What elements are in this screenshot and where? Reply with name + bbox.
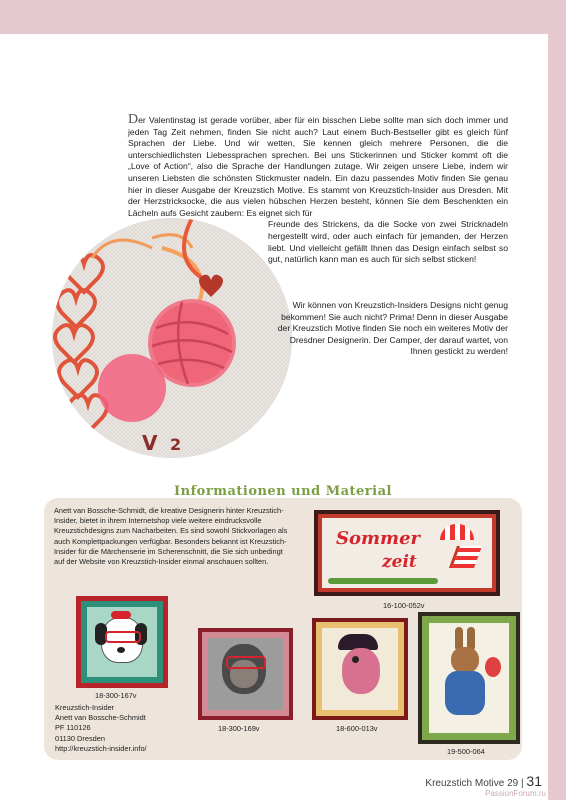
bird-eye-icon	[352, 656, 359, 663]
intro-text-block	[128, 114, 508, 266]
product-code-18-600-013v: 18-600-013v	[336, 724, 378, 733]
rabbit-head-icon	[451, 647, 479, 673]
magazine-name: Kreuzstich Motive 29	[425, 778, 519, 789]
deckchair-icon	[449, 546, 482, 568]
product-image-dalmatian	[76, 596, 168, 688]
second-paragraph-text: Wir können von Kreuzstich-Insiders Designs nicht genug bekommen! Sie auch nicht? Prima! Denn in dieser Ausgabe der Kreuzstich Motive finden Sie noch ein weiteres Motiv der Dresdner Designerin. Der Camper, der darauf wartet, von Ihnen gestickt zu werden!	[277, 300, 508, 357]
product-image-monkey	[198, 628, 293, 720]
bird-body-icon	[342, 648, 380, 694]
right-color-band	[548, 0, 566, 800]
svg-text:2: 2	[170, 435, 182, 454]
product-image-bird	[312, 618, 408, 720]
flower-vine-icon	[328, 578, 438, 584]
info-text	[54, 506, 292, 567]
svg-text:V: V	[142, 431, 158, 455]
footer-separator: |	[521, 778, 524, 789]
contact-block	[55, 703, 147, 754]
contact-po-box: PF 110126	[55, 723, 91, 733]
product-code-19-500-064: 19-500-064	[447, 747, 485, 756]
contact-company: Kreuzstich-Insider	[55, 703, 115, 712]
second-paragraph	[270, 300, 508, 358]
zeit-art-text: zeit	[382, 552, 417, 572]
glasses-icon	[105, 631, 141, 643]
umbrella-icon	[440, 524, 474, 540]
section-title: Informationen und Material	[174, 484, 392, 499]
page-number: 31	[526, 773, 542, 789]
bow-icon	[111, 611, 131, 619]
sommer-art-text: Sommer	[336, 528, 421, 549]
drop-cap: D	[128, 112, 139, 127]
info-paragraph: Anett van Bossche-Schmidt, die kreative Designerin hinter Kreuzstich-Insider, bietet in ihrem Internetshop viele weitere eindrucksvolle Kreuzstichdesigns zum Nacharbeiten. Es sind sowohl Stickvorlagen als auch Komplettpackungen verfügbar. Besonders bekannt ist Kreuzstich-Insider für die Märchenserie im Scherenschnitt, die Sie sich unbedingt auf der Website von Kreuzstich-Insider einmal anschauen sollten.	[54, 506, 288, 567]
intro-text-a: er Valentinstag ist gerade vorüber, aber für ein bisschen Liebe sollte man sich doch immer und jeden Tag Zeit nehmen, finden Sie nicht auch? Laut einem Buch-Bestseller gibt es gleich fünf Sprachen der Liebe. Und wir wetten, Sie kennen gleich mehrere Personen, die die unterschiedlichsten Liebessprachen sprechen. Bei uns Stickerinnen und Sticker kommt oft die „Love of Action“, also die Sprache der Handlungen zutage. Wir zeigen unsere Liebe, indem wir unseren Liebsten die schönsten Stickmuster nadeln. Ein dazu passendes Motiv finden Sie genau hier in dieser Ausgabe der Kreuzstich Motive. Es stammt von Kreuzstich-Insider aus Dresden. Mit der Herzstricksocke, die aus vielen hübschen Herzen besteht, können Sie dem Beschenkten ein Lächeln aufs Gesicht zaubern: Es eignet sich für	[128, 115, 508, 218]
product-image-sommerzeit	[314, 510, 500, 596]
egg-icon	[485, 657, 501, 677]
product-code-16-100-052v: 16-100-052v	[383, 601, 425, 610]
contact-name: Anett van Bossche-Schmidt	[55, 713, 146, 723]
intro-paragraph	[128, 114, 508, 219]
glasses-icon	[226, 656, 266, 669]
product-code-18-300-167v: 18-300-167v	[95, 691, 137, 700]
product-code-18-300-169v: 18-300-169v	[218, 724, 260, 733]
contact-website-link[interactable]: http://kreuzstich-insider.info/	[55, 743, 147, 753]
page-footer	[425, 773, 542, 789]
contact-city: 01130 Dresden	[55, 733, 105, 743]
dog-nose-icon	[117, 647, 125, 653]
top-color-band	[0, 0, 566, 34]
product-image-rabbit	[418, 612, 520, 744]
watermark: PassionForum.ru	[485, 789, 546, 798]
intro-text-b: Freunde des Strickens, da die Socke von zwei Stricknadeln hergestellt wird, oder auch einfach für jemanden, der Herzen liebt. Und vielleicht gefällt Ihnen das Design einfach selbst so gut, natürlich kann man es auch für sich selbst sticken!	[268, 219, 508, 265]
rabbit-body-icon	[445, 671, 485, 715]
